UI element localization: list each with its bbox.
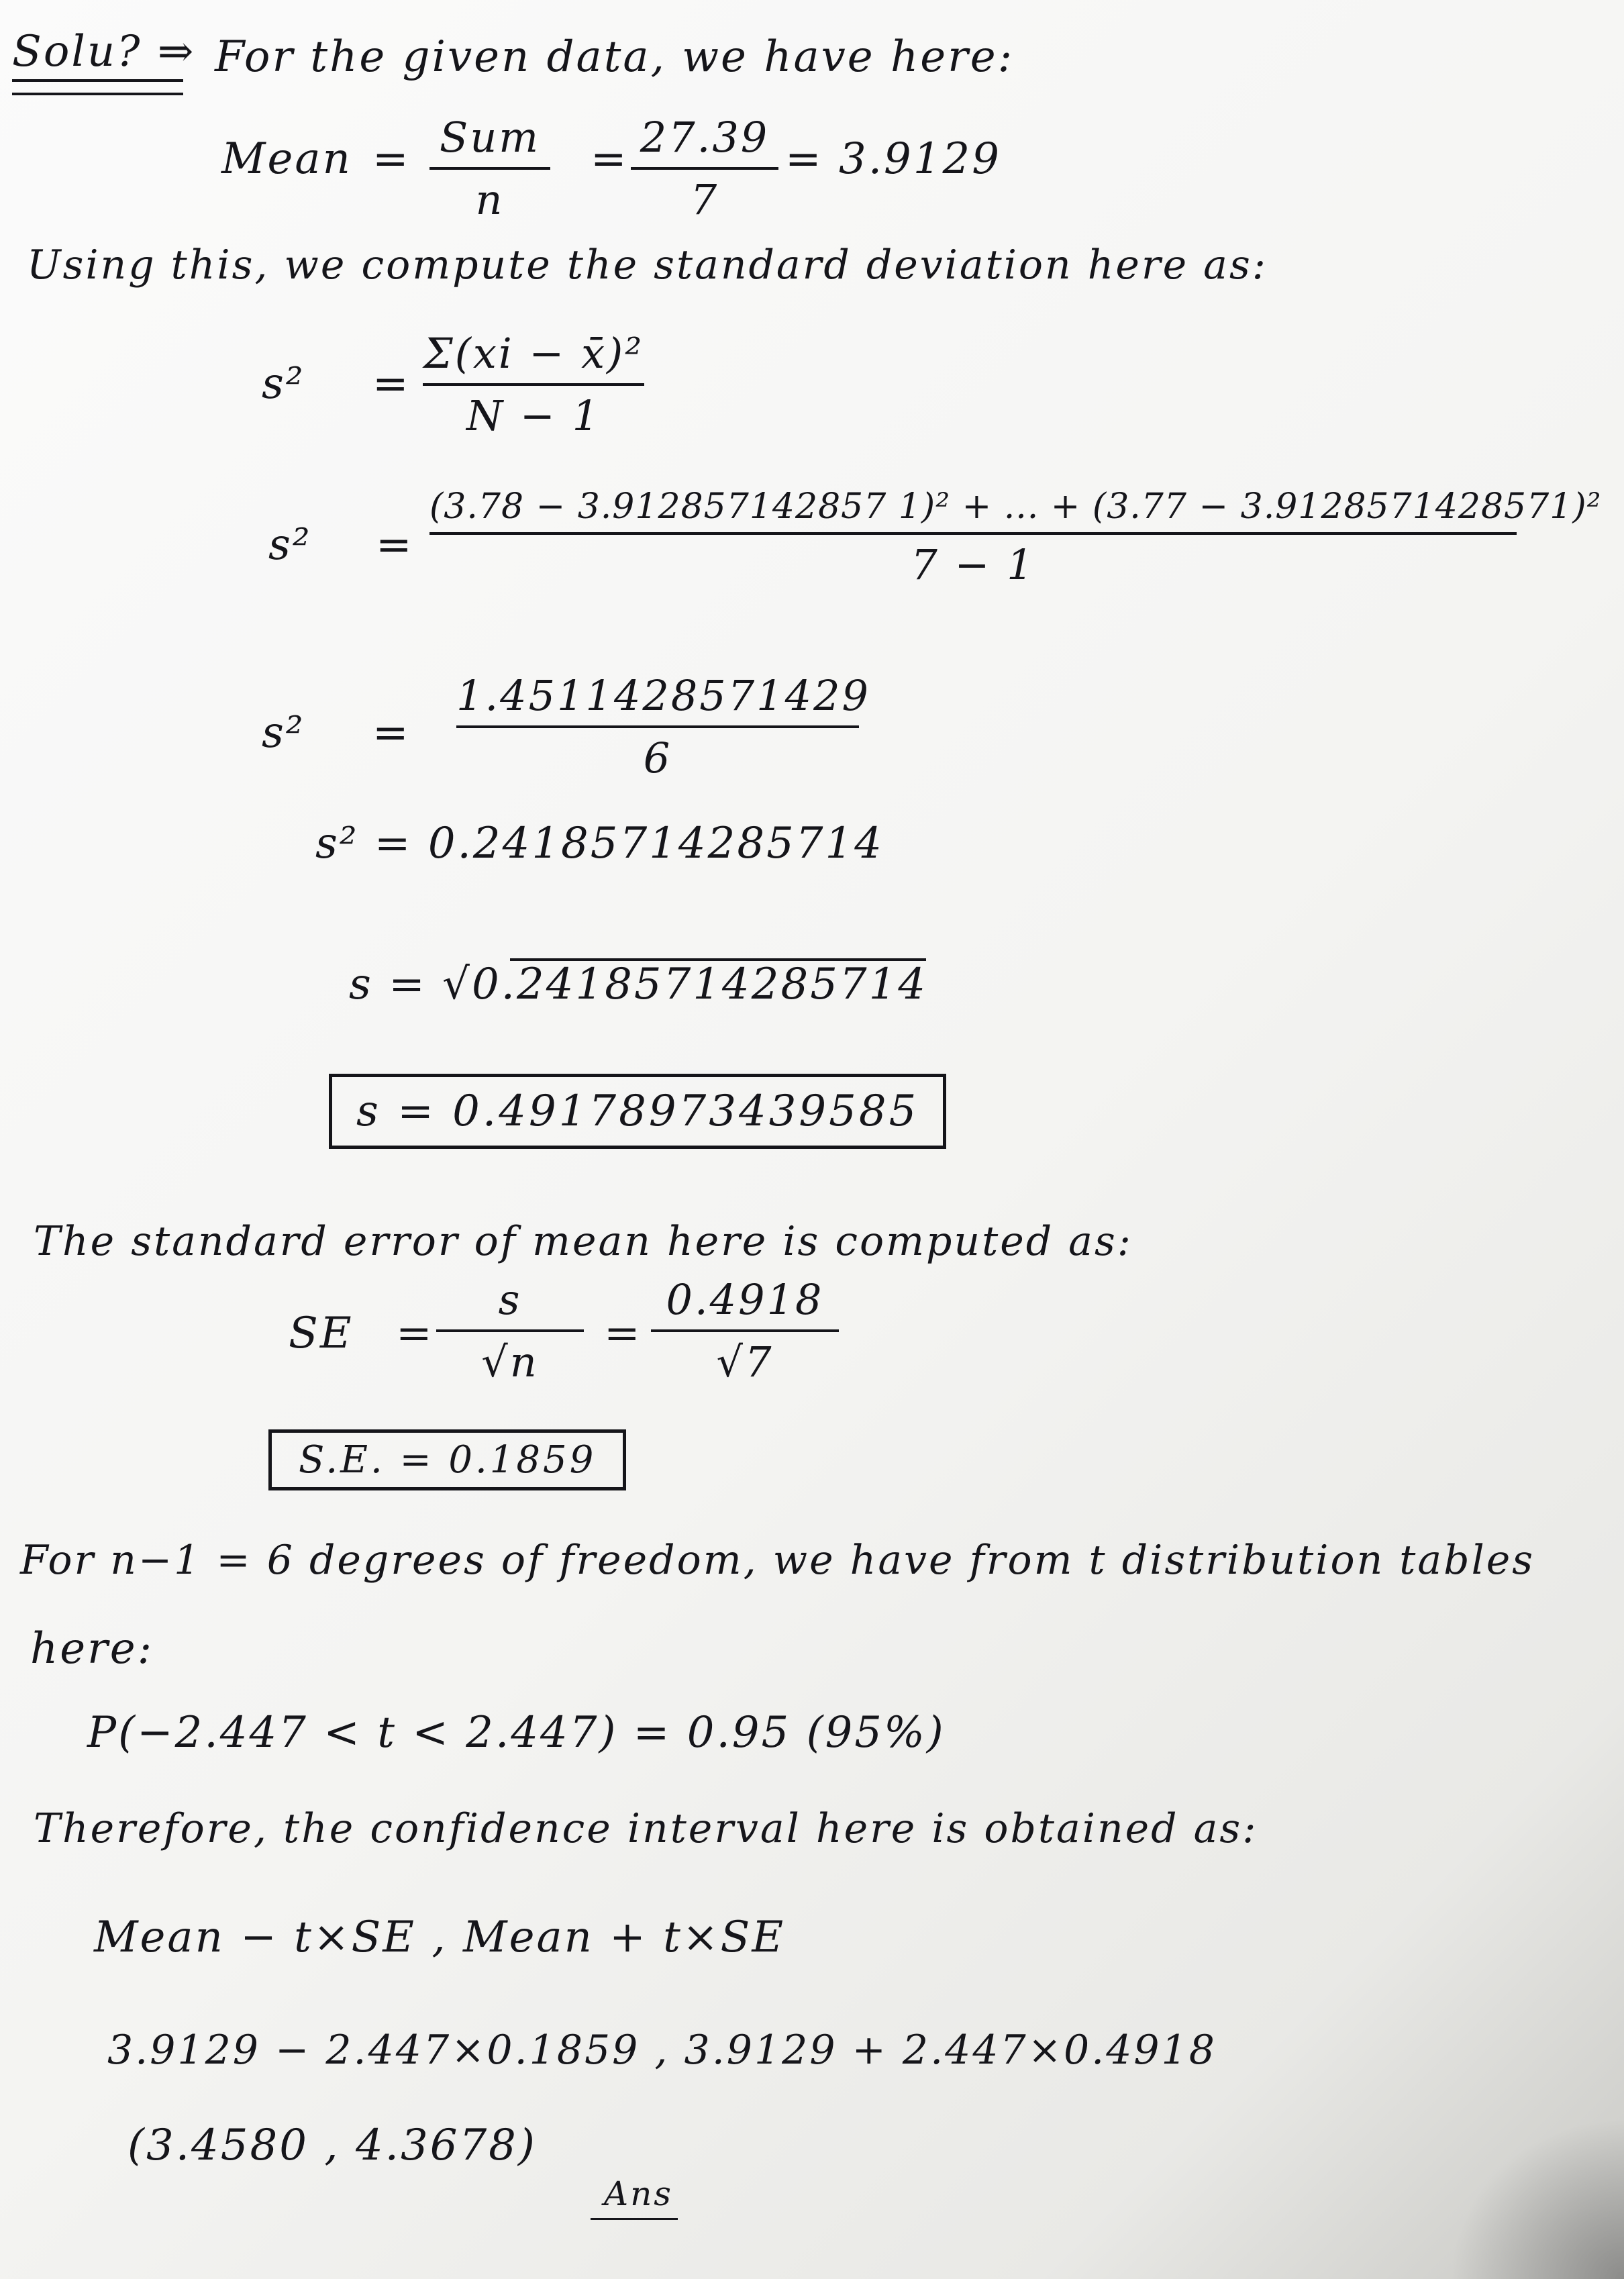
- intro-text: For the given data, we have here:: [215, 32, 1015, 82]
- variance-formula-num: Σ(xi − x̄)²: [423, 329, 644, 378]
- se-lhs: SE: [289, 1309, 354, 1358]
- mean-value-fraction: [631, 113, 778, 224]
- solution-label: Solu? ⇒: [12, 27, 196, 77]
- fraction-bar: [456, 725, 859, 728]
- se-value-num: 0.4918: [666, 1275, 824, 1324]
- mean-label: Mean: [221, 134, 352, 184]
- variance-eq-2: =: [376, 520, 412, 570]
- variance-eq-3: =: [372, 708, 409, 758]
- ci-numbers: 3.9129 − 2.447×0.1859 , 3.9129 + 2.447×0.4918: [107, 2027, 1217, 2074]
- variance-eq-1: =: [372, 359, 409, 409]
- sd-intro-text: Using this, we compute the standard deviation here as:: [27, 242, 1268, 289]
- variance-value: s² = 0.24185714285714: [315, 819, 884, 868]
- se-formula-den: √n: [481, 1337, 539, 1386]
- df-text-line-1: For n−1 = 6 degrees of freedom, we have from t distribution tables: [20, 1537, 1535, 1584]
- mean-frac-den: n: [475, 175, 505, 224]
- se-value-fraction: [651, 1275, 839, 1386]
- ci-formula: Mean − t×SE , Mean + t×SE: [94, 1913, 786, 1962]
- variance-lhs-2: s²: [268, 520, 312, 570]
- fraction-bar: [429, 167, 550, 170]
- answer-underline: [591, 2218, 678, 2220]
- mean-value-num: 27.39: [640, 113, 770, 162]
- sd-boxed-result: s = 0.49178973439585: [329, 1074, 946, 1149]
- ci-intro-text: Therefore, the confidence interval here is obtained as:: [34, 1805, 1258, 1852]
- mean-eq-1: =: [372, 134, 409, 184]
- mean-eq-2: =: [591, 134, 627, 184]
- fraction-bar: [651, 1329, 839, 1332]
- solution-underline-1: [12, 79, 183, 82]
- variance-expanded-fraction: [429, 487, 1602, 589]
- corner-shadow: [1450, 2118, 1624, 2279]
- mean-value-den: 7: [690, 175, 719, 224]
- variance-sum-den: 6: [643, 733, 672, 782]
- solution-underline-2: [12, 93, 183, 95]
- fraction-bar: [423, 383, 644, 386]
- mean-frac-num: Sum: [439, 113, 541, 162]
- fraction-bar: [631, 167, 778, 170]
- variance-formula-fraction: [423, 329, 644, 440]
- df-text-line-2: here:: [30, 1624, 154, 1674]
- variance-lhs-3: s²: [262, 708, 305, 758]
- fraction-bar: [429, 532, 1517, 535]
- se-value-den: √7: [716, 1337, 774, 1386]
- se-boxed-result: S.E. = 0.1859: [268, 1429, 626, 1490]
- mean-sum-fraction: [429, 113, 550, 224]
- sd-root: s = √0.24185714285714: [349, 960, 928, 1009]
- se-formula-fraction: [436, 1275, 584, 1386]
- variance-lhs-1: s²: [262, 359, 305, 409]
- se-formula-num: s: [498, 1275, 522, 1324]
- mean-result: = 3.9129: [785, 134, 1001, 184]
- variance-formula-den: N − 1: [466, 391, 601, 440]
- se-eq-1: =: [396, 1309, 432, 1358]
- variance-expanded-num: (3.78 − 3.912857142857 1)² + ... + (3.77 − 3.9128571428571)²: [429, 487, 1602, 527]
- variance-sum-fraction: [456, 671, 870, 782]
- ci-result: (3.4580 , 4.3678): [128, 2121, 537, 2170]
- variance-sum-num: 1.4511428571429: [456, 671, 870, 720]
- variance-expanded-den: 7 − 1: [911, 540, 1035, 589]
- fraction-bar: [436, 1329, 584, 1332]
- se-intro-text: The standard error of mean here is computed as:: [34, 1218, 1133, 1265]
- probability-statement: P(−2.447 < t < 2.447) = 0.95 (95%): [87, 1708, 946, 1758]
- answer-mark: Ans: [604, 2174, 673, 2213]
- root-overline: [510, 958, 926, 961]
- se-eq-2: =: [604, 1309, 640, 1358]
